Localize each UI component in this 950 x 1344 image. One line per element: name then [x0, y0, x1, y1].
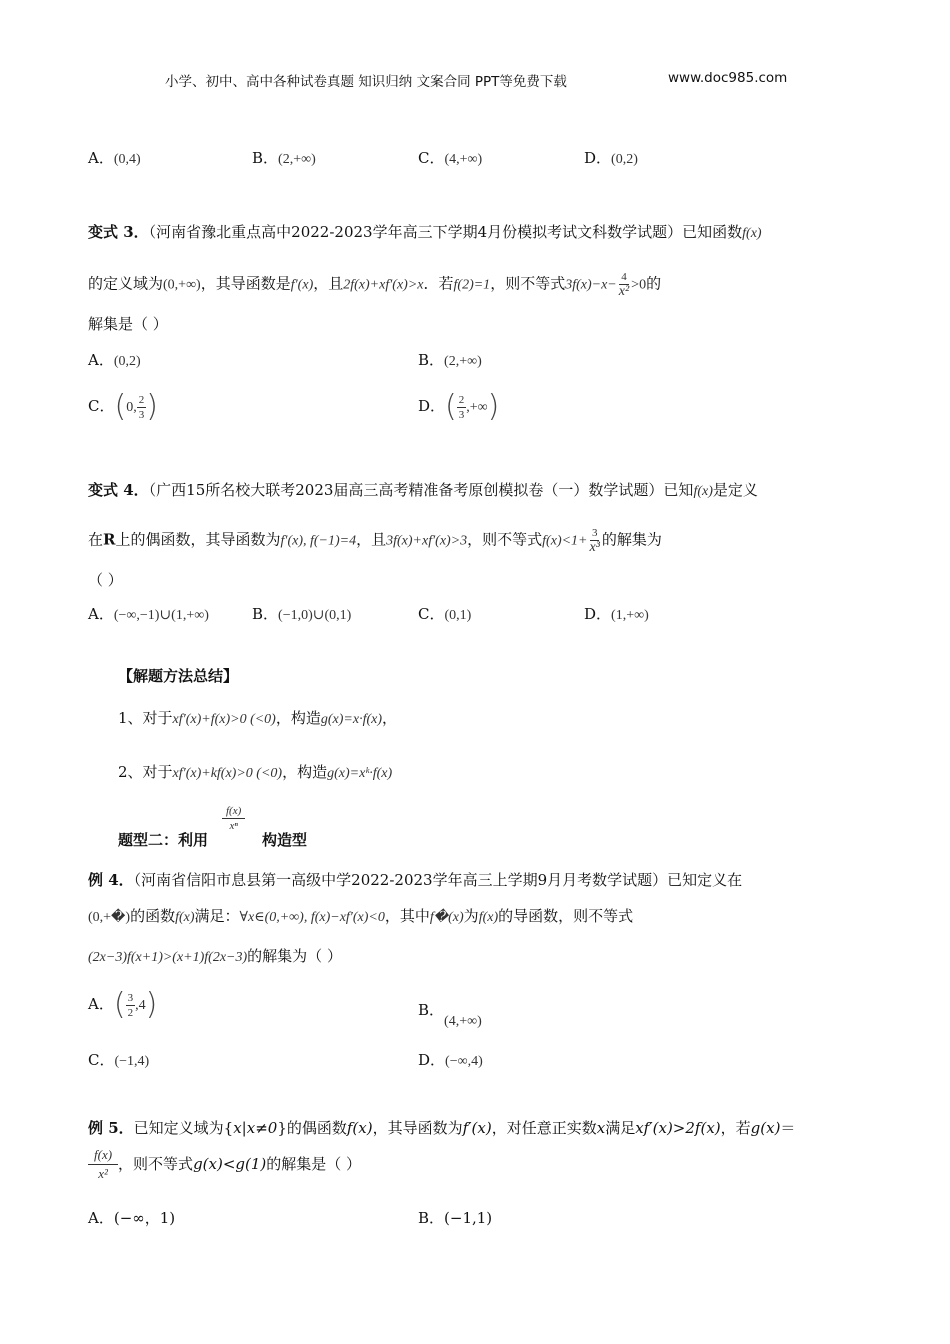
- option-letter: D．: [584, 149, 612, 167]
- v4-label: 变式 4．: [88, 481, 149, 499]
- option-value: (0,1): [444, 608, 472, 623]
- math: ,+∞: [466, 400, 488, 415]
- numerator: f(x): [222, 804, 245, 819]
- math: ∀x∈(0,+∞), f(x)−xf′(x)<0: [239, 910, 385, 925]
- math: f(x): [478, 910, 499, 925]
- text: ，其中: [384, 907, 430, 925]
- ex4-line3: [88, 946, 342, 968]
- v3-option-d: [418, 389, 500, 424]
- option-letter: C．: [418, 605, 445, 623]
- text: ，: [382, 709, 398, 727]
- option-value: (4,+∞): [444, 1014, 482, 1029]
- v3-label: 变式 3．: [88, 223, 149, 241]
- option-letter: D．: [418, 1051, 446, 1069]
- option-letter: B．: [252, 149, 279, 167]
- text: ，其导函数是: [200, 274, 291, 293]
- option-value: (−1,4): [114, 1054, 150, 1069]
- right-paren-icon: ): [487, 389, 500, 424]
- option-value: (2,+∞): [444, 354, 482, 369]
- option-letter: A．: [88, 605, 114, 623]
- text: ，且: [313, 274, 344, 293]
- text: 1、对于: [118, 709, 173, 727]
- numerator: 2: [138, 393, 145, 406]
- math: x|x≠0: [233, 1119, 278, 1137]
- header-url[interactable]: www.doc985.com: [668, 70, 788, 86]
- v3-option-c: [88, 389, 158, 424]
- math: g(x)=x·f(x): [320, 712, 383, 727]
- fraction: [617, 270, 631, 299]
- prev-option-a: [88, 148, 141, 170]
- text: 的解集为: [601, 530, 662, 549]
- option-letter: A．: [88, 149, 114, 167]
- math: g(x): [750, 1119, 781, 1137]
- option-letter: A．: [88, 995, 114, 1013]
- type2-fraction: [222, 804, 245, 833]
- text: ，构造: [275, 709, 321, 727]
- text: ，其导函数为: [372, 1119, 463, 1137]
- math: f(x)<1+: [542, 533, 588, 549]
- text: 的解集是（ ）: [266, 1155, 362, 1173]
- ex5-option-a: [88, 1208, 175, 1228]
- text: ＝: [780, 1119, 796, 1137]
- text: ，若: [720, 1119, 751, 1137]
- prev-option-c: [418, 148, 482, 170]
- numerator: 2: [458, 393, 465, 406]
- denominator: x²: [98, 1166, 108, 1181]
- v4-line2: [88, 526, 662, 555]
- ex5-line1: [88, 1118, 795, 1138]
- math: f(x): [346, 1119, 373, 1137]
- summary-title: 【解题方法总结】: [118, 667, 239, 685]
- numerator: f(x): [88, 1146, 118, 1165]
- math: f�(x): [429, 910, 464, 925]
- ex4-line1: [88, 870, 742, 890]
- denominator: x²: [618, 284, 630, 299]
- fraction: [457, 393, 467, 422]
- right-paren-icon: ): [145, 987, 158, 1022]
- option-value: (4,+∞): [444, 152, 483, 167]
- left-paren-icon: (: [445, 389, 457, 424]
- option-value: (−∞，1): [113, 1209, 176, 1227]
- option-value: (−1,1): [444, 1209, 493, 1227]
- math: xf′(x)+kf(x)>0 (<0): [172, 766, 283, 781]
- math: 3f(x)−x−: [565, 277, 617, 293]
- math: 2f(x)+xf′(x)>x: [343, 277, 424, 293]
- fraction: [222, 804, 245, 833]
- right-paren-icon: ): [146, 389, 158, 424]
- ex5-option-b: [418, 1208, 492, 1228]
- option-letter: A．: [88, 1209, 114, 1227]
- v3-line3: 解集是（ ）: [88, 315, 168, 333]
- prev-option-b: [252, 148, 316, 170]
- math: x: [596, 1119, 606, 1137]
- ex4-source: （河南省信阳市息县第一高级中学2022-2023学年高三上学期9月月考数学试题）已知定义在: [133, 871, 743, 889]
- ex5-line2: [88, 1146, 361, 1183]
- text: ，则不等式: [467, 530, 543, 549]
- option-value: (0,4): [113, 152, 141, 167]
- text: 的解集为（ ）: [247, 947, 342, 965]
- option-value: (0,2): [611, 152, 638, 167]
- v3-option-a: [88, 350, 141, 372]
- math: f(x): [693, 484, 713, 499]
- option-letter: D．: [584, 605, 612, 623]
- v4-source: （广西15所名校大联考2023届高三高考精准备考原创模拟卷（一）数学试题）已知: [148, 481, 694, 499]
- option-value: (1,+∞): [611, 608, 649, 623]
- text: 是定义: [712, 481, 758, 499]
- text: 满足: [605, 1119, 636, 1137]
- v4-line3: （ ）: [88, 571, 123, 589]
- text: 在: [88, 530, 104, 549]
- ex4-option-b: [418, 1000, 482, 1029]
- math: g(x)<g(1): [193, 1155, 267, 1173]
- text: 已知定义域为{: [133, 1119, 234, 1137]
- text: 满足：: [194, 907, 240, 925]
- ex4-label: 例 4．: [88, 871, 134, 889]
- text: ，构造: [282, 763, 328, 781]
- option-value: (−1,0)∪(0,1): [278, 608, 352, 623]
- option-letter: C．: [418, 149, 445, 167]
- text: 的: [646, 274, 662, 293]
- text: ，且: [356, 530, 387, 549]
- ex4-option-a: [88, 987, 158, 1022]
- v4-option-d: [584, 604, 649, 626]
- v4-option-b: [252, 604, 351, 626]
- reals-symbol: R: [103, 530, 116, 549]
- text: 为: [463, 907, 479, 925]
- fraction: [88, 1146, 118, 1183]
- ex4-option-d: [418, 1050, 483, 1072]
- v4-option-a: [88, 604, 209, 626]
- text: 2、对于: [118, 763, 173, 781]
- ex4-line2: [88, 906, 633, 928]
- option-value: (−∞,4): [445, 1054, 483, 1069]
- denominator: 2: [127, 1006, 134, 1019]
- v3-line2: [88, 270, 661, 299]
- ex4-option-c: [88, 1050, 149, 1072]
- type2-label-b: 构造型: [262, 831, 308, 849]
- v3-option-b: [418, 350, 482, 372]
- numerator: 3: [127, 991, 134, 1004]
- math: f′(x): [462, 1119, 492, 1137]
- math: (2x−3)f(x+1)>(x+1)f(2x−3): [88, 950, 248, 965]
- v3-fx: f(x): [742, 226, 762, 241]
- math: >0: [631, 277, 647, 293]
- option-value: (−∞,−1)∪(1,+∞): [113, 608, 209, 623]
- fraction: [588, 526, 602, 555]
- fraction: [126, 991, 136, 1020]
- option-letter: B．: [418, 1001, 445, 1019]
- math: (0,+�): [88, 910, 131, 925]
- option-letter: B．: [418, 1209, 445, 1227]
- text: ，则不等式: [490, 274, 566, 293]
- text: 的函数: [130, 907, 176, 925]
- summary-item-1: [118, 708, 397, 730]
- option-letter: B．: [252, 605, 279, 623]
- math: 0,: [126, 400, 137, 415]
- denominator: xⁿ: [229, 820, 238, 832]
- text: 的定义域为: [88, 274, 164, 293]
- left-paren-icon: (: [114, 389, 127, 424]
- math: f(2)=1: [453, 277, 491, 293]
- type2-label-a: 题型二：利用: [118, 831, 209, 849]
- option-letter: D．: [418, 397, 446, 415]
- denominator: x³: [589, 540, 600, 555]
- math: f(x): [175, 910, 195, 925]
- v3-line1: [88, 222, 762, 244]
- text: ．若: [423, 274, 454, 293]
- text: }的偶函数: [277, 1119, 347, 1137]
- denominator: 3: [458, 408, 465, 421]
- math: xf′(x)+f(x)>0 (<0): [172, 712, 276, 727]
- math: xf′(x)>2f(x): [635, 1119, 721, 1137]
- math: 3f(x)+xf′(x)>3: [386, 533, 468, 549]
- header-text: 小学、初中、高中各种试卷真题 知识归纳 文案合同 PPT等免费下载: [165, 74, 567, 90]
- math: f′(x), f(−1)=4: [280, 533, 357, 549]
- option-letter: C．: [88, 1051, 115, 1069]
- math: (0,+∞): [163, 277, 201, 293]
- left-paren-icon: (: [113, 987, 126, 1022]
- math: ,4: [135, 998, 146, 1013]
- math: g(x)=xᵏ·f(x): [327, 766, 393, 781]
- text: 的导函数，则不等式: [498, 907, 634, 925]
- option-value: (0,2): [113, 354, 141, 369]
- numerator: 4: [621, 271, 627, 283]
- math: f′(x): [290, 277, 314, 293]
- summary-item-2: [118, 762, 392, 784]
- denominator: 3: [138, 408, 145, 421]
- option-letter: B．: [418, 351, 445, 369]
- ex5-label: 例 5．: [88, 1119, 134, 1137]
- text: ，对任意正实数: [491, 1119, 597, 1137]
- prev-option-d: [584, 148, 638, 170]
- option-letter: C．: [88, 397, 115, 415]
- fraction: [137, 393, 147, 422]
- option-value: (2,+∞): [278, 152, 316, 167]
- v4-option-c: [418, 604, 471, 626]
- v3-source: （河南省豫北重点高中2022-2023学年高三下学期4月份模拟考试文科数学试题）已知函数: [148, 223, 743, 241]
- option-letter: A．: [88, 351, 114, 369]
- v4-line1: [88, 480, 758, 502]
- text: ，则不等式: [118, 1155, 194, 1173]
- text: 上的偶函数，其导函数为: [115, 530, 281, 549]
- numerator: 3: [591, 527, 598, 539]
